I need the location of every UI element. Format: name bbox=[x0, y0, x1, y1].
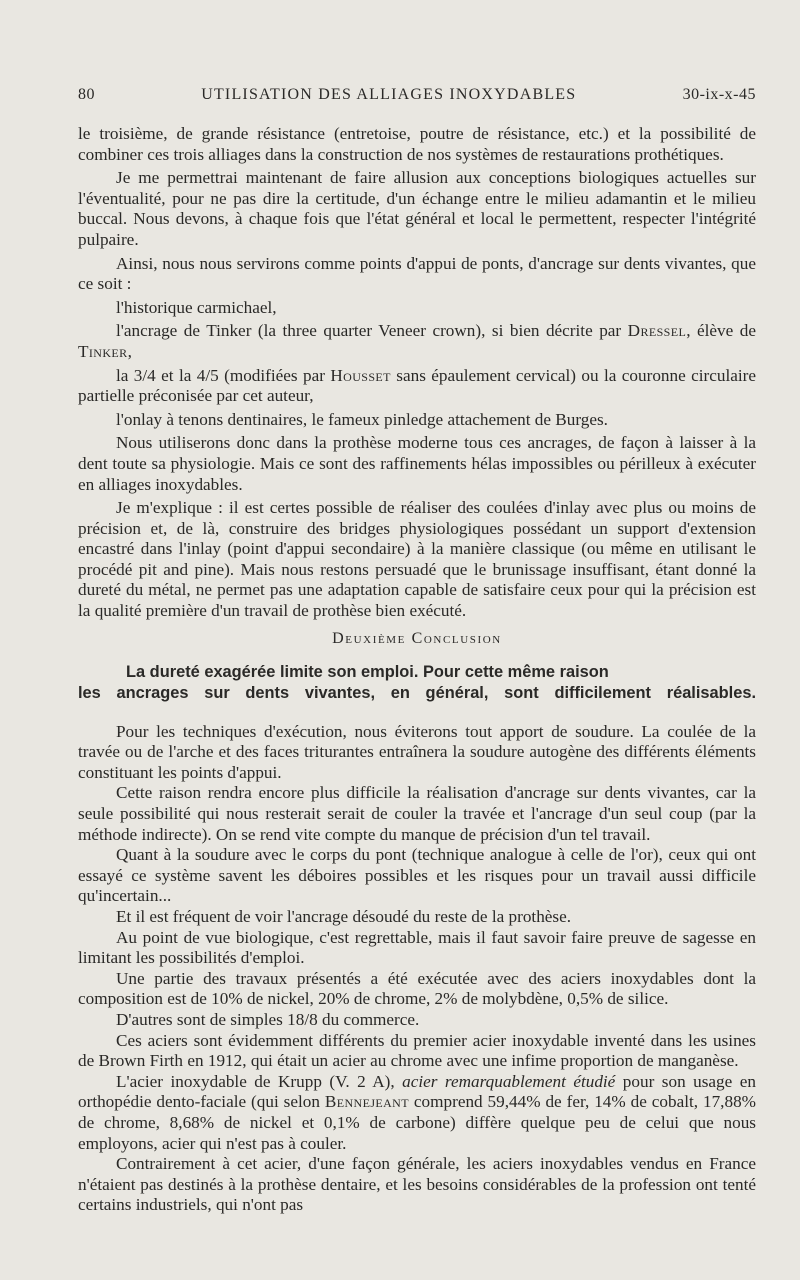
conclusion-line: La dureté exagérée limite son emploi. Pour cette même raison bbox=[126, 662, 609, 681]
author-name: Bennejeant bbox=[324, 1092, 409, 1112]
paragraph: Nous utiliserons donc dans la prothèse moderne tous ces ancrages, de façon à laisser à la dent toute sa physiologie. Mais ce sont des raffinements hélas impossibles ou périlleux à exécuter en alliages inoxydables. bbox=[78, 433, 756, 494]
list-item: l'historique carmichael, bbox=[116, 297, 277, 317]
conclusion-line: les ancrages sur dents vivantes, en général, sont difficilement réalisables. bbox=[78, 683, 756, 702]
list-item: la 3/4 et la 4/5 (modifiées par Housset sans épaulement cervical) ou la couronne circulaire partielle préconisée par cet auteur, bbox=[78, 365, 756, 406]
author-name: Housset bbox=[330, 365, 391, 385]
paragraph: Quant à la soudure avec le corps du pont (technique analogue à celle de l'or), ceux qui ont essayé ce système savent les déboires possibles et les risques pour un travail aussi difficile qu'incertain... bbox=[78, 845, 756, 906]
paragraph: Cette raison rendra encore plus difficile la réalisation d'ancrage sur dents vivantes, car la seule possibilité qui nous resterait serait de couler la travée et l'ancrage d'un seul coup (par la méthode indirecte). On se rend vite compte du manque de précision d'un tel travail. bbox=[78, 783, 756, 844]
page-body bbox=[78, 124, 756, 1216]
running-header bbox=[78, 86, 756, 104]
page-number: 80 bbox=[78, 86, 95, 103]
paragraph: L'acier inoxydable de Krupp (V. 2 A), acier remarquablement étudié pour son usage en orthopédie dento-faciale (qui selon Bennejeant comprend 59,44% de fer, 14% de cobalt, 17,88% de chrome, 8,68% de nickel et 0,1% de carbone) diffère quelque peu de celui que nous employons, acier qui n'est pas à couler. bbox=[78, 1071, 756, 1153]
running-title: UTILISATION DES ALLIAGES INOXYDABLES bbox=[201, 86, 577, 103]
issue-date: 30-ix-x-45 bbox=[682, 86, 756, 103]
paragraph: Ainsi, nous nous servirons comme points d'appui de ponts, d'ancrage sur dents vivantes, que ce soit : bbox=[78, 253, 756, 294]
author-name: Tinker bbox=[78, 341, 128, 361]
paragraph: D'autres sont de simples 18/8 du commerce. bbox=[116, 1009, 420, 1029]
paragraph: Je me permettrai maintenant de faire allusion aux conceptions biologiques actuelles sur l'éventualité, pour ne pas dire la certitude, d'un échange entre le milieu adamantin et le milieu buccal. Nous devons, à chaque fois que l'état général et local le permettent, respecter l'intégrité pulpaire. bbox=[78, 168, 756, 249]
conclusion-statement bbox=[78, 662, 756, 704]
paragraph: Pour les techniques d'exécution, nous éviterons tout apport de soudure. La coulée de la travée ou de l'arche et des faces triturantes entraînera la soudure autogène des différents éléments constituant les points d'appui. bbox=[78, 721, 756, 782]
paragraph: Et il est fréquent de voir l'ancrage désoudé du reste de la prothèse. bbox=[116, 907, 572, 926]
paragraph: Une partie des travaux présentés a été exécutée avec des aciers inoxydables dont la composition est de 10% de nickel, 20% de chrome, 2% de molybdène, 0,5% de silice. bbox=[78, 968, 756, 1009]
section-heading: Deuxième Conclusion bbox=[332, 629, 502, 647]
paragraph: le troisième, de grande résistance (entretoise, poutre de résistance, etc.) et la possibilité de combiner ces trois alliages dans la construction de nos systèmes de restaurations prothétiques. bbox=[78, 124, 756, 164]
author-name: Dressel bbox=[627, 321, 687, 341]
list-item: l'ancrage de Tinker (la three quarter Veneer crown), si bien décrite par Dressel, élève de Tinker, bbox=[78, 321, 756, 361]
paragraph: Au point de vue biologique, c'est regrettable, mais il faut savoir faire preuve de sagesse en limitant les possibilités d'emploi. bbox=[78, 927, 756, 968]
paragraph: Contrairement à cet acier, d'une façon générale, les aciers inoxydables vendus en France n'étaient pas destinés à la prothèse dentaire, et les besoins considérables de la profession ont tenté certains industriels, qui n'ont pas bbox=[78, 1154, 756, 1215]
emphasis: acier remarquablement étudié bbox=[402, 1071, 616, 1091]
list-item: l'onlay à tenons dentinaires, le fameux pinledge attachement de Burges. bbox=[116, 409, 608, 429]
paragraph: Je m'explique : il est certes possible de réaliser des coulées d'inlay avec plus ou moins de précision et, de là, construire des bridges physiologiques possédant un support d'extension encastré dans l'inlay (point d'appui secondaire) à la manière classique (ou même en utilisant le procédé pit and pine). Mais nous restons persuadé que le brunissage insuffisant, étant donné la dureté du métal, ne permet pas une adaptation capable de satisfaire ceux pour qui la précision est la qualité première d'un travail de prothèse bien exécuté. bbox=[78, 498, 756, 621]
paragraph: Ces aciers sont évidemment différents du premier acier inoxydable inventé dans les usines de Brown Firth en 1912, qui était un acier au chrome avec une infime proportion de manganèse. bbox=[78, 1030, 756, 1071]
